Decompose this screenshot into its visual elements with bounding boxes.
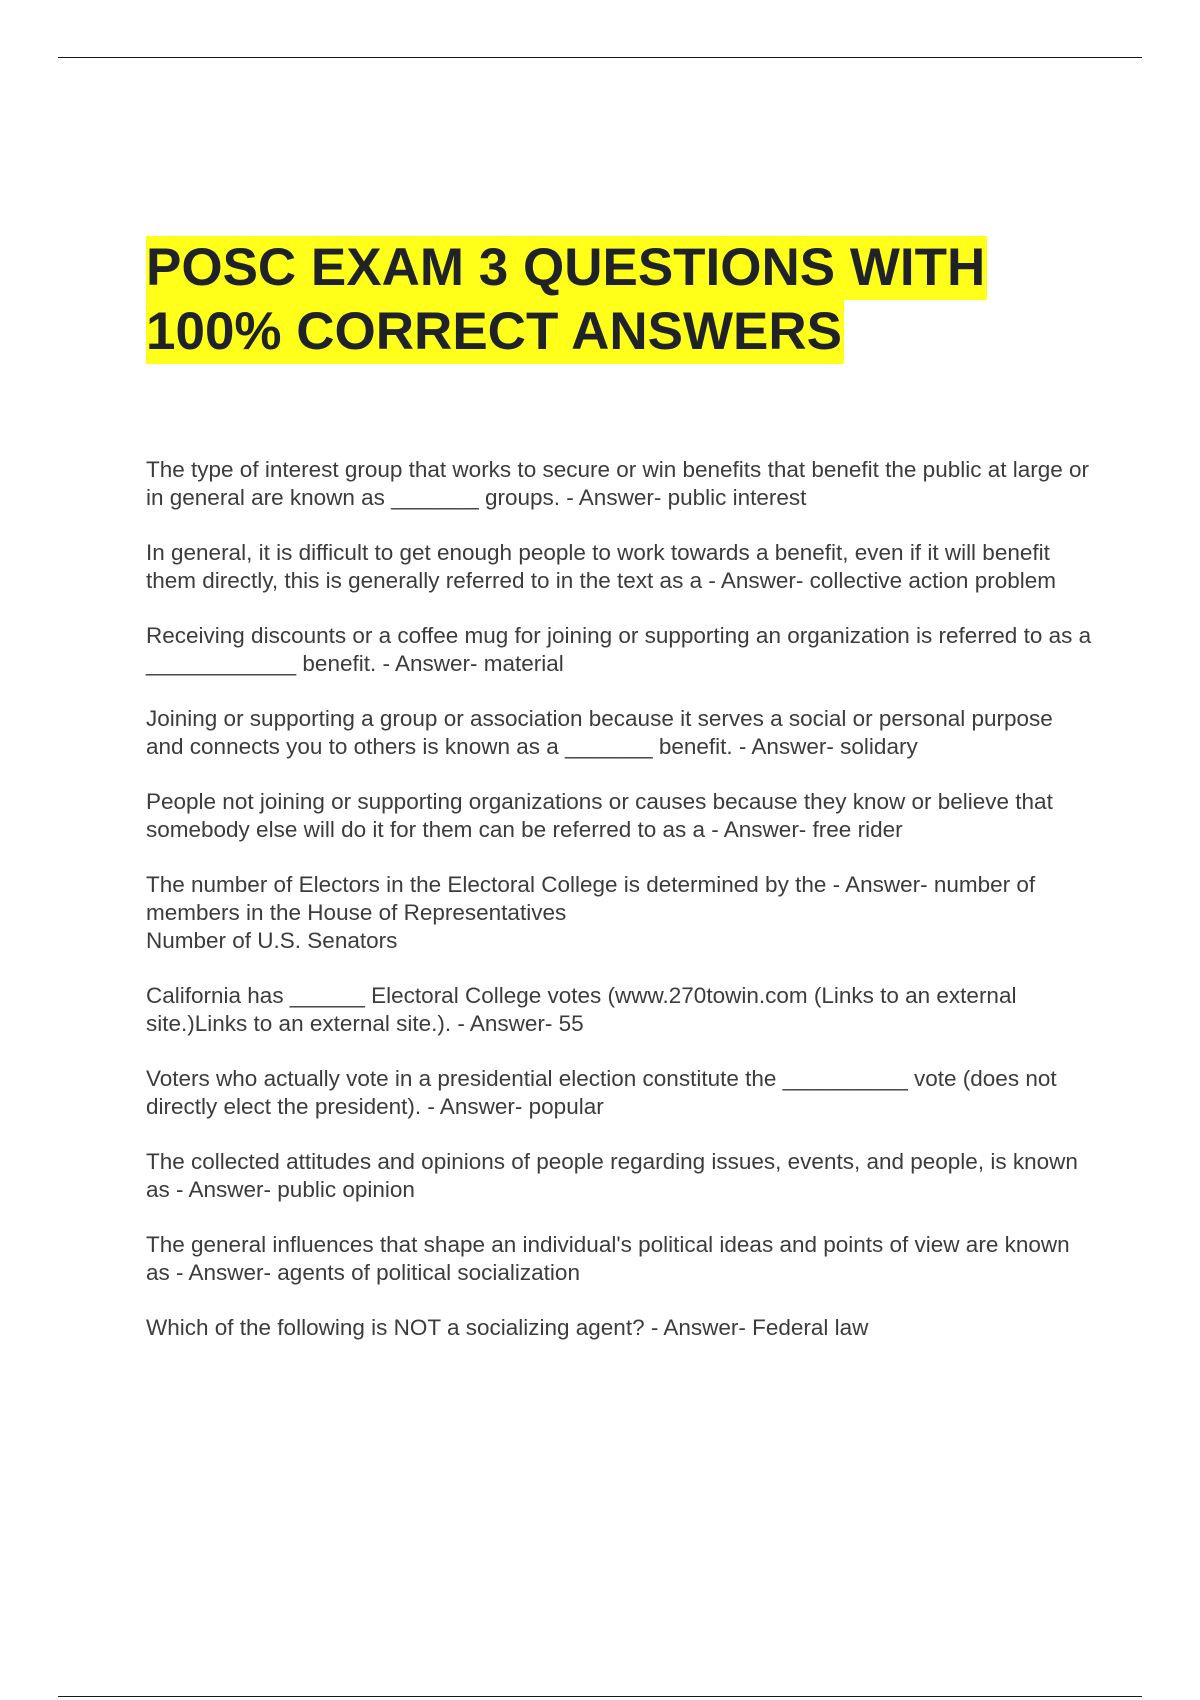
qa-item-solidary-benefit: Joining or supporting a group or association because it serves a social or personal purpose and connects you to others is known as a _______ benefit. - Answer- solidary	[146, 706, 1053, 759]
top-rule	[58, 57, 1142, 58]
question-answer-list	[146, 456, 1096, 1369]
qa-item-electors: The number of Electors in the Electoral College is determined by the - Answer- number of members in the House of Representatives Number of U.S. Senators	[146, 872, 1036, 953]
document-title	[146, 236, 1106, 364]
qa-item-material-benefit: Receiving discounts or a coffee mug for joining or supporting an organization is referred to as a ____________ benefit. - Answer- material	[146, 623, 1092, 676]
bottom-rule	[58, 1696, 1142, 1697]
qa-item-california-votes: California has ______ Electoral College votes (www.270towin.com (Links to an external site.)Links to an external site.). - Answer- 55	[146, 983, 1017, 1036]
qa-item-public-opinion: The collected attitudes and opinions of people regarding issues, events, and people, is known as - Answer- public opinion	[146, 1149, 1078, 1202]
title-line-1: POSC EXAM 3 QUESTIONS WITH	[146, 236, 987, 300]
qa-item-popular-vote: Voters who actually vote in a presidential election constitute the __________ vote (does not directly elect the president). - Answer- popular	[146, 1066, 1057, 1119]
qa-item-public-interest: The type of interest group that works to secure or win benefits that benefit the public at large or in general are known as _______ groups. - Answer- public interest	[146, 457, 1090, 510]
qa-item-collective-action: In general, it is difficult to get enough people to work towards a benefit, even if it will benefit them directly, this is generally referred to in the text as a - Answer- collective action problem	[146, 540, 1056, 593]
qa-item-socializing-agent: Which of the following is NOT a socializing agent? - Answer- Federal law	[146, 1315, 869, 1340]
title-line-2: 100% CORRECT ANSWERS	[146, 300, 844, 364]
qa-item-free-rider: People not joining or supporting organizations or causes because they know or believe that somebody else will do it for them can be referred to as a - Answer- free rider	[146, 789, 1053, 842]
qa-item-political-socialization: The general influences that shape an individual's political ideas and points of view are known as - Answer- agents of political socialization	[146, 1232, 1070, 1285]
